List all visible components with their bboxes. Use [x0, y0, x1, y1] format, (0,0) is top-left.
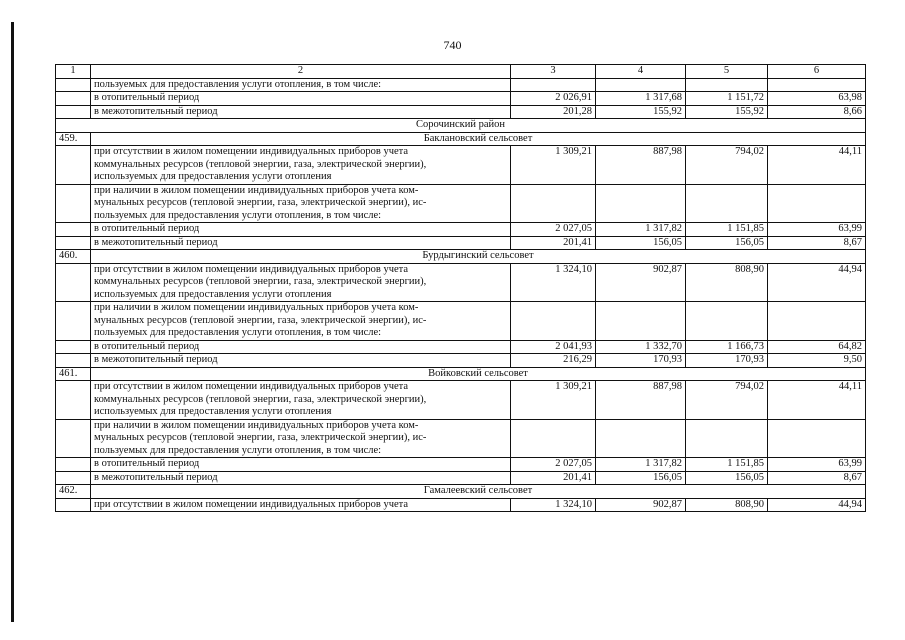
section-title: Баклановский сельсовет — [91, 132, 866, 146]
row-number — [56, 92, 91, 106]
column-header: 6 — [768, 65, 866, 79]
row-number: 461. — [56, 367, 91, 381]
table-body — [56, 78, 866, 512]
value-col-5: 1 151,72 — [686, 92, 768, 106]
row-number — [56, 354, 91, 368]
value-col-4: 170,93 — [596, 354, 686, 368]
value-col-4 — [596, 78, 686, 92]
row-description: в межотопительный период — [91, 236, 511, 250]
table-row — [56, 302, 866, 341]
column-header-row — [56, 65, 866, 79]
value-col-5: 808,90 — [686, 498, 768, 512]
column-header: 1 — [56, 65, 91, 79]
row-number — [56, 146, 91, 185]
value-col-3: 2 027,05 — [511, 223, 596, 237]
value-col-5 — [686, 302, 768, 341]
value-col-3 — [511, 419, 596, 458]
value-col-5 — [686, 184, 768, 223]
page-edge-bar — [11, 22, 14, 622]
value-col-6: 44,94 — [768, 498, 866, 512]
table-row — [56, 458, 866, 472]
value-col-5: 794,02 — [686, 381, 768, 420]
value-col-5: 155,92 — [686, 105, 768, 119]
value-col-6 — [768, 78, 866, 92]
row-description: в отопительный период — [91, 223, 511, 237]
value-col-6: 9,50 — [768, 354, 866, 368]
table-row — [56, 78, 866, 92]
value-col-6 — [768, 302, 866, 341]
value-col-4 — [596, 419, 686, 458]
value-col-4: 1 317,82 — [596, 458, 686, 472]
table-row — [56, 419, 866, 458]
value-col-6: 63,98 — [768, 92, 866, 106]
row-number: 460. — [56, 250, 91, 264]
section-row — [56, 367, 866, 381]
row-description: в отопительный период — [91, 458, 511, 472]
row-number — [56, 381, 91, 420]
value-col-5: 170,93 — [686, 354, 768, 368]
value-col-5 — [686, 78, 768, 92]
value-col-6: 44,11 — [768, 146, 866, 185]
section-row — [56, 132, 866, 146]
value-col-6: 8,67 — [768, 471, 866, 485]
value-col-4 — [596, 184, 686, 223]
table-row — [56, 146, 866, 185]
value-col-6: 8,66 — [768, 105, 866, 119]
value-col-4: 902,87 — [596, 498, 686, 512]
value-col-5: 156,05 — [686, 236, 768, 250]
table-row — [56, 498, 866, 512]
value-col-3: 201,28 — [511, 105, 596, 119]
value-col-6: 44,94 — [768, 263, 866, 302]
value-col-6: 44,11 — [768, 381, 866, 420]
row-number — [56, 302, 91, 341]
row-number — [56, 263, 91, 302]
district-row — [56, 119, 866, 133]
row-description: при отсутствии в жилом помещении индивидуальных приборов учета коммунальных ресурсов (тепловой энергии, газа, электрической энергии), используемых для предоставления услуги отопления — [91, 263, 511, 302]
row-description: при отсутствии в жилом помещении индивидуальных приборов учета коммунальных ресурсов (тепловой энергии, газа, электрической энергии), используемых для предоставления услуги отопления — [91, 381, 511, 420]
row-number — [56, 223, 91, 237]
row-number — [56, 458, 91, 472]
row-number: 462. — [56, 485, 91, 499]
row-description: при отсутствии в жилом помещении индивидуальных приборов учета — [91, 498, 511, 512]
value-col-3 — [511, 302, 596, 341]
table-row — [56, 184, 866, 223]
value-col-4: 887,98 — [596, 146, 686, 185]
column-header: 4 — [596, 65, 686, 79]
table-row — [56, 263, 866, 302]
value-col-5: 1 151,85 — [686, 223, 768, 237]
row-description: в отопительный период — [91, 92, 511, 106]
row-number — [56, 105, 91, 119]
table-row — [56, 354, 866, 368]
row-number — [56, 498, 91, 512]
row-number — [56, 471, 91, 485]
row-number — [56, 340, 91, 354]
value-col-3: 1 324,10 — [511, 498, 596, 512]
value-col-3: 1 309,21 — [511, 381, 596, 420]
value-col-6 — [768, 184, 866, 223]
row-description: в межотопительный период — [91, 471, 511, 485]
value-col-6: 63,99 — [768, 458, 866, 472]
value-col-3: 2 027,05 — [511, 458, 596, 472]
district-title: Сорочинский район — [56, 119, 866, 133]
table-row — [56, 92, 866, 106]
value-col-6: 64,82 — [768, 340, 866, 354]
table-row — [56, 471, 866, 485]
value-col-4: 156,05 — [596, 236, 686, 250]
page-number: 740 — [443, 38, 462, 52]
value-col-4 — [596, 302, 686, 341]
section-title: Гамалеевский сельсовет — [91, 485, 866, 499]
row-description: в межотопительный период — [91, 354, 511, 368]
row-description: в межотопительный период — [91, 105, 511, 119]
table-row — [56, 105, 866, 119]
value-col-4: 156,05 — [596, 471, 686, 485]
value-col-4: 1 332,70 — [596, 340, 686, 354]
row-description: при наличии в жилом помещении индивидуальных приборов учета ком- мунальных ресурсов (тепловой энергии, газа, электрической энергии), ис- пользуемых для предоставления услуги отопления, в том числе: — [91, 419, 511, 458]
value-col-6: 63,99 — [768, 223, 866, 237]
value-col-3 — [511, 78, 596, 92]
value-col-3: 2 041,93 — [511, 340, 596, 354]
value-col-3: 1 324,10 — [511, 263, 596, 302]
section-title: Бурдыгинский сельсовет — [91, 250, 866, 264]
value-col-4: 1 317,68 — [596, 92, 686, 106]
table-row — [56, 340, 866, 354]
value-col-5: 794,02 — [686, 146, 768, 185]
value-col-3 — [511, 184, 596, 223]
section-row — [56, 250, 866, 264]
row-description: при наличии в жилом помещении индивидуальных приборов учета ком- мунальных ресурсов (тепловой энергии, газа, электрической энергии), ис- пользуемых для предоставления услуги отопления, в том числе: — [91, 184, 511, 223]
row-description: пользуемых для предоставления услуги отопления, в том числе: — [91, 78, 511, 92]
section-row — [56, 485, 866, 499]
value-col-5 — [686, 419, 768, 458]
value-col-4: 155,92 — [596, 105, 686, 119]
table-row — [56, 381, 866, 420]
value-col-5: 1 151,85 — [686, 458, 768, 472]
column-header: 3 — [511, 65, 596, 79]
value-col-5: 156,05 — [686, 471, 768, 485]
value-col-3: 1 309,21 — [511, 146, 596, 185]
row-number — [56, 236, 91, 250]
value-col-4: 887,98 — [596, 381, 686, 420]
value-col-5: 1 166,73 — [686, 340, 768, 354]
value-col-3: 201,41 — [511, 236, 596, 250]
column-header: 5 — [686, 65, 768, 79]
row-description: в отопительный период — [91, 340, 511, 354]
row-description: при наличии в жилом помещении индивидуальных приборов учета ком- мунальных ресурсов (тепловой энергии, газа, электрической энергии), ис- пользуемых для предоставления услуги отопления, в том числе: — [91, 302, 511, 341]
row-number: 459. — [56, 132, 91, 146]
table-row — [56, 223, 866, 237]
value-col-6: 8,67 — [768, 236, 866, 250]
tariff-table — [55, 64, 866, 512]
value-col-3: 216,29 — [511, 354, 596, 368]
column-header: 2 — [91, 65, 511, 79]
value-col-3: 2 026,91 — [511, 92, 596, 106]
row-number — [56, 419, 91, 458]
section-title: Войковский сельсовет — [91, 367, 866, 381]
value-col-3: 201,41 — [511, 471, 596, 485]
row-description: при отсутствии в жилом помещении индивидуальных приборов учета коммунальных ресурсов (тепловой энергии, газа, электрической энергии), используемых для предоставления услуги отопления — [91, 146, 511, 185]
value-col-4: 902,87 — [596, 263, 686, 302]
row-number — [56, 78, 91, 92]
value-col-4: 1 317,82 — [596, 223, 686, 237]
row-number — [56, 184, 91, 223]
value-col-6 — [768, 419, 866, 458]
table-row — [56, 236, 866, 250]
value-col-5: 808,90 — [686, 263, 768, 302]
